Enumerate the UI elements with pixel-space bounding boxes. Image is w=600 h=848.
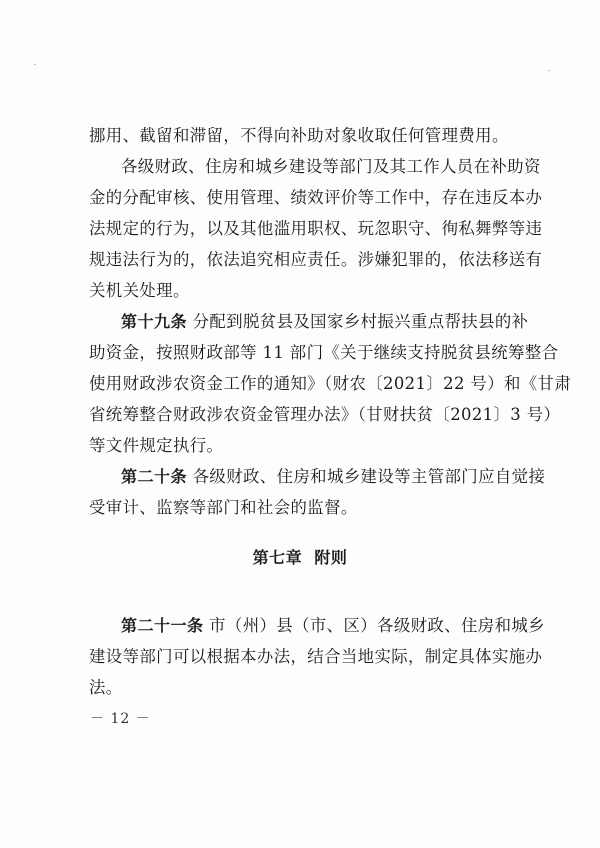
body-line: 助资金，按照财政部等 11 部门《关于继续支持脱贫县统筹整合 (89, 343, 559, 362)
article-19-first-line (121, 312, 528, 332)
body-line: 使用财政涉农资金工作的通知》（财农〔2021〕22 号）和《甘肃 (89, 374, 572, 393)
body-text: 分配到脱贫县及国家乡村振兴重点帮扶县的补 (192, 312, 529, 331)
body-line: 省统筹整合财政涉农资金管理办法》（甘财扶贫〔2021〕3 号） (89, 405, 561, 424)
body-line: 法。 (89, 678, 123, 697)
body-line: 挪用、截留和滞留，不得向补助对象收取任何管理费用。 (89, 126, 509, 145)
scan-speck (34, 64, 36, 65)
chapter-heading: 第七章 附则 (252, 548, 348, 567)
scan-speck (548, 70, 550, 71)
article-20-label: 第二十条 (121, 467, 188, 486)
article-19-label: 第十九条 (121, 312, 188, 331)
body-line: 金的分配审核、使用管理、绩效评价等工作中，存在违反本办 (89, 188, 543, 207)
body-text: 各级财政、住房和城乡建设等主管部门应自觉接 (192, 467, 546, 486)
body-line: 关机关处理。 (89, 281, 190, 300)
body-line: 建设等部门可以根据本办法，结合当地实际，制定具体实施办 (89, 647, 543, 666)
body-line: 各级财政、住房和城乡建设等部门及其工作人员在补助资 (121, 157, 541, 176)
article-21-label: 第二十一条 (121, 616, 204, 635)
page-number: － 12 － (90, 711, 151, 727)
body-line: 等文件规定执行。 (89, 436, 224, 455)
article-21-first-line (121, 616, 545, 636)
body-line: 法规定的行为，以及其他滥用职权、玩忽职守、徇私舞弊等违 (89, 219, 543, 238)
body-line: 规违法行为的，依法追究相应责任。涉嫌犯罪的，依法移送有 (89, 250, 543, 269)
body-text: 市（州）县（市、区）各级财政、住房和城乡 (209, 616, 545, 635)
article-20-first-line (121, 467, 545, 487)
body-line: 受审计、监察等部门和社会的监督。 (89, 498, 358, 517)
